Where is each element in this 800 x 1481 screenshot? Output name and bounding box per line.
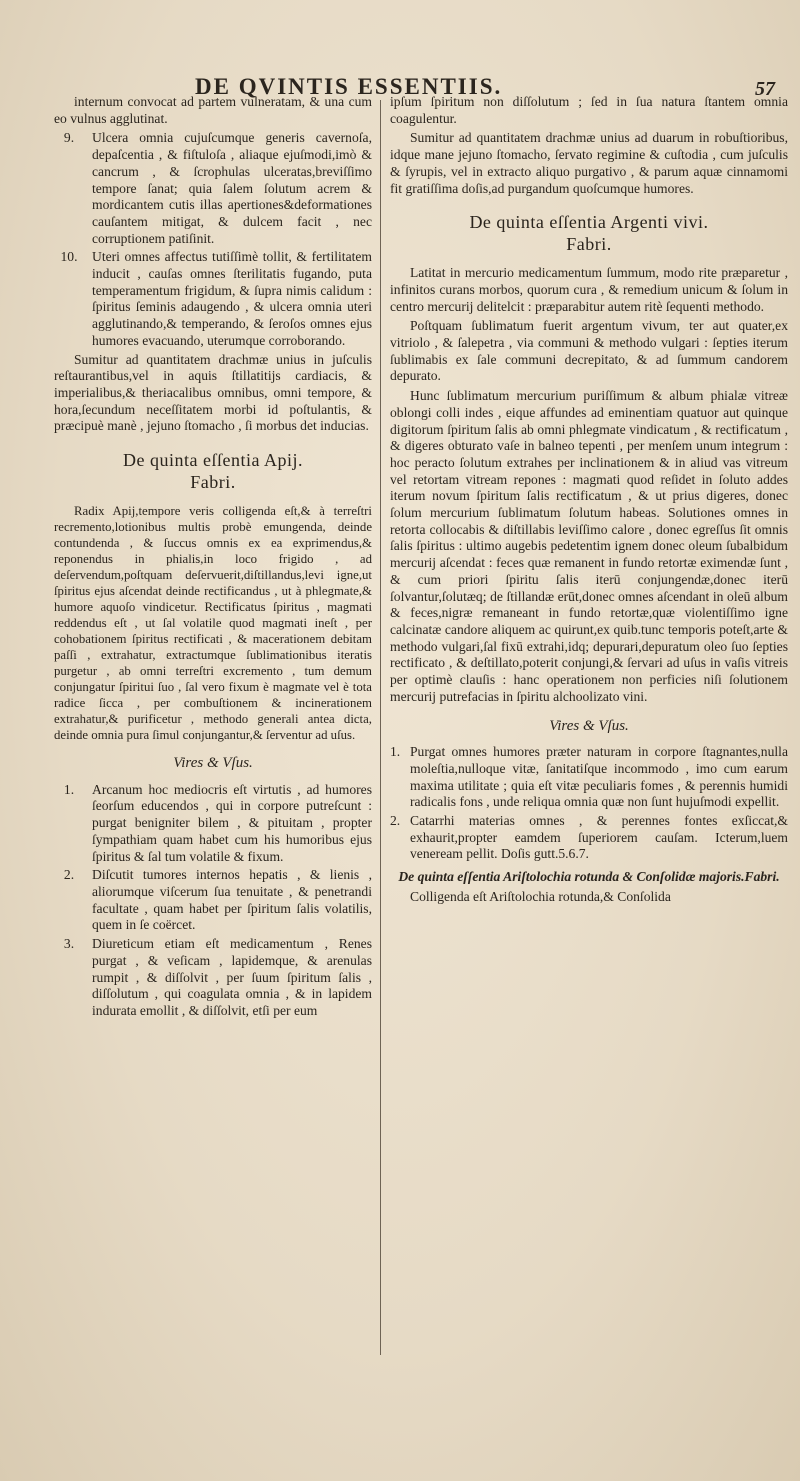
left-column [54, 94, 372, 1022]
vires-heading: Vires & Vſus. [549, 717, 629, 734]
list-item [54, 782, 372, 866]
list-item [54, 130, 372, 247]
item-text: Ulcera omnia cujuſcumque generis cavernoſa, depaſcentia , & fiſtuloſa , aliaque ejuſmodi,imò & cancrum , & ſcrophulas ulceratas,breviſſimo tempore ſanat; quia ſalem ſolutum acrem & mordicantem cutis illas apertiones&deformationes cauſantem mitigat, & dulcem facit , nec corruptionem patiſinit. [92, 130, 372, 246]
item-text: Catarrhi materias omnes , & perennes fontes exſiccat,& exhaurit,propter eamdem ſuperiorem cauſam. Icterum,luem veneream pellit. Doſis gutt.5.6.7. [410, 813, 788, 862]
list-item [390, 744, 788, 811]
body-paragraph: Poſtquam ſublimatum fuerit argentum vivum, ter aut quater,ex vitriolo , & ſalepetra , via communi & methodo vulgari : ſepties iterum ſublimabis ex ſale communi decrepitato, & ad ſummum candorem depurato. [390, 318, 788, 384]
list-item [54, 249, 372, 349]
body-paragraph: Latitat in mercurio medicamentum ſummum, modo rite præparetur , infinitos curans morbos, quorum cura , & remedium unicum & ſolum in centro mercurij delitelcit : præparabitur autem ritè ſequenti methodo. [390, 265, 788, 314]
item-number: 3. [63, 936, 75, 952]
left-intro: internum convocat ad partem vulneratam, & una cum eo vulnus agglutinat. [54, 94, 372, 126]
column-divider [380, 100, 381, 1355]
dosage-paragraph: Sumitur ad quantitatem drachmæ unius in juſculis reſtaurantibus,vel in aquis ſtillatitijs cardiacis, & imperialibus,& theriacalibus omnibus, omni tempore, & hora,ſecundum neceſſitatem morbi id poſtulantis, & præcipuè manè , jejuno ſtomacho , ſi morbus det inducias. [54, 351, 372, 434]
item-number: 1. [63, 781, 75, 797]
section-title: De quinta eſſentia Argenti vivi. [469, 212, 709, 233]
closing-paragraph: Colligenda eſt Ariſtolochia rotunda,& Conſolida [410, 889, 671, 905]
item-number: 2. [63, 867, 75, 883]
list-item [54, 936, 372, 1020]
item-number: 9. [63, 130, 75, 146]
section-title: De quinta eſſentia Apij. [123, 450, 303, 471]
vires-heading: Vires & Vſus. [173, 755, 253, 772]
list-item [390, 813, 788, 863]
section-heading [390, 211, 788, 255]
section-heading [54, 449, 372, 493]
item-text: Uteri omnes affectus tutiſſimè tollit, & fertilitatem inducit , cauſas omnes ſterilitatis fugando, puta temperamentum frigidum, & ſupra nimis calidum : ſpiritus ſeminis adaugendo , & ulcera omnia uteri agglutinando,& temperando, & ſeroſos omnes ejus humores evacuando, uterumque corroborando. [92, 249, 372, 348]
item-text: Purgat omnes humores præter naturam in corpore ſtagnantes,nulla moleſtia,nulloque vitæ, ſanitatiſque incommodo , imo cum earum maxima utilitate ; quia eſt vitæ peculiaris fomes , & perennis humidi radicalis fons , unde reliqua omnia quæ non ſunt hujuſmodi expellit. [410, 744, 788, 810]
dosage-paragraph: Sumitur ad quantitatem drachmæ unius ad duarum in robuſtioribus, idque mane jejuno ſtomacho, ſervato regimine & cuſtodia , cum juſculis & ſyrupis, vel in extracto aliquo purgativo , & parum aquæ cinnamomi fit gratiſſima doſis,ad purgandum quoſcumque humores. [390, 130, 788, 196]
list-item [54, 867, 372, 934]
section-author: Fabri. [190, 472, 236, 493]
right-column [390, 94, 788, 909]
running-title: DE QVINTIS ESSENTIIS. [195, 74, 503, 99]
section-author: Fabri. [566, 234, 612, 255]
closing-heading: De quinta eſſentia Ariſtolochia rotunda & Conſolidæ majoris.Fabri. [398, 869, 780, 885]
item-number: 10. [60, 249, 78, 265]
item-text: Arcanum hoc mediocris eſt virtutis , ad humores ſeorſum educendos , qui in corpore putreſcunt : purgat benigniter bilem , & pituitam , propter ſympathiam quam habet cum his humoribus ejus ſpiritus & ſal tum volatile & fixum. [92, 781, 372, 864]
item-text: Diureticum etiam eſt medicamentum , Renes purgat , & veſicam , lapidemque, & arenulas rumpit , & diſſolvit , per ſuum ſpiritum ſalis , diſſolutum , qui coagulata omnia , & in lapidem indurata emollit , & diſſolvit, etſi per eum [92, 936, 372, 1018]
body-paragraph: Hunc ſublimatum mercurium puriſſimum & album phialæ vitreæ oblongi colli indes , eique affundes ad eminentiam quatuor aut quinque digitorum ſpiritum ſalis ab omni phlegmate vindicatum , & rectificatum , & digeres obturato vaſe in balneo tepenti , per menſem unum integrum : hoc peracto ſolutum extrahes per inclinationem & in aliud vas vitreum vel retortam vitream repones : magmati quod reſidet in ſoluto addes iterum novum ſpiritum ſalis rectificatum , & ut prius digeres, donec ſolum mercurium ſublimatum ſolutum habeas. Solutiones omnes in retorta collocabis & diſtillabis leviſſimo calore , donec egreſſus ſit omnis ſalis ſpiritus : ultimo augebis pedetentim ignem donec oleum ſubalbidum mercurij aſcendat : feces quæ remanent in fundo retortæ eximendæ ſunt , & cum priori ſpiritu ſalis iterū conjungendæ,donec iterū ſolvantur,ſolutæq; de ſtillandæ erūt,donec omnes aſcendant in oleū album & feces,nigræ remaneant in fundo retortæ,quæ violentiſſimo igne calcinatæ candore aliquem ac quirunt,ex quib.tunc temporis poteſt,arte & methodo vulgari,ſal fixū extrahi,idq; depurari,depuratum oleo ſuo ſepties rectificato , & deſtillato,poterit conjungi,& ſervari ad uſus in vaſis vitreis per optimè clauſis : hanc operationem non perficies niſi ſolutionem mercurij putrefacias in ſpiritu alchoolizato vini. [390, 388, 788, 704]
page-number: 57 [755, 78, 775, 100]
item-number: 2. [390, 813, 401, 829]
item-number: 1. [390, 744, 401, 760]
recipe-paragraph: Radix Apij,tempore veris colligenda eſt,& à terreſtri recremento,lotionibus multis probè emungenda, deinde contundenda , & ſuccus omnis ex ea exprimendus,& reponendus in phialis,in loco frigido , ad deſervendum,poſtquam deſervuerit,diſtillandus,levi igne,ut ſpiritus ejus aſcendat deinde rectificandus , ut à phlegmate,& humore aquoſo vindicetur. Rectificatus ſpiritus , magmati reddendus eſt , ut ſal volatile quod magmati ineſt , per cohobationem ſpiritus rectificati , & macerationem debitam paſſi , extrahatur, extractumque ſublimationibus iteratis purgetur , ab omni terreſtri excremento , tum demum conjungatur ſpiritui ſuo , ſal vero fixum è magmate vel è tota radice ſicca , per combuſtionem & incinerationem extrahatur,& purificetur , methodo generali antea dicta, deinde omnia pura ſimul conjungantur,& ſerventur ad uſus. [54, 504, 372, 743]
item-text: Diſcutit tumores internos hepatis , & lienis , aliorumque viſcerum ſua tenuitate , & penetrandi facultate , quam habet per ſpiritum ſalis volatilis, quem in ſe coërcet. [92, 867, 372, 933]
right-intro: ipſum ſpiritum non diſſolutum ; ſed in ſua natura ſtantem omnia coagulentur. [390, 94, 788, 126]
